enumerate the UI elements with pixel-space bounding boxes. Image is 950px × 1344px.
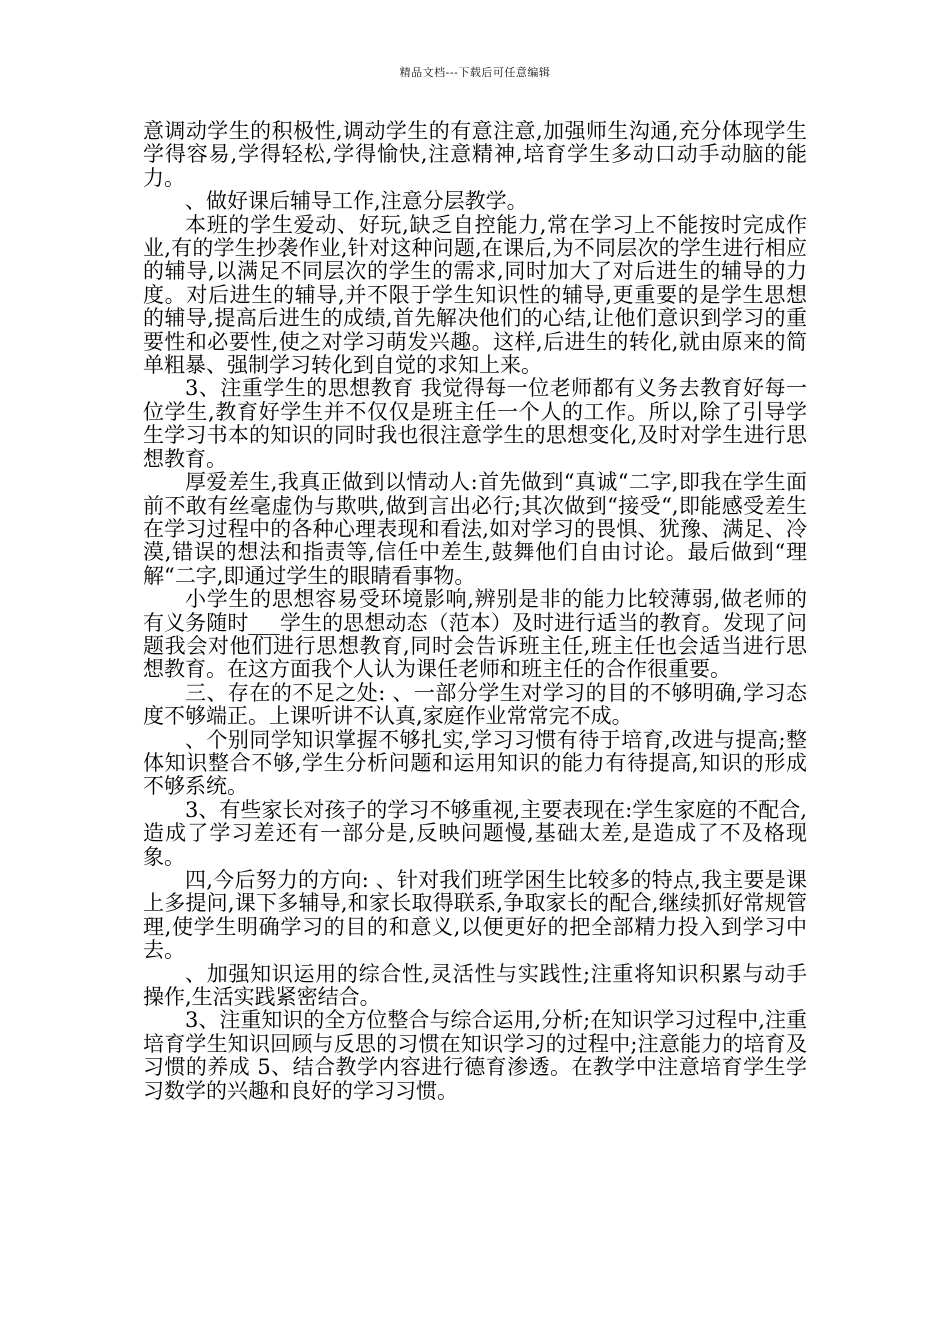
- paragraph-6: 小学生的思想容易受环境影响,辨别是非的能力比较薄弱,做老师的有义务随时___学生的思想动态（范本）及时进行适当的教育。发现了问题我会对他们进行思想教育,同时会告诉班主任,班主任也会适当进行思想教育。在这方面我个人认为课任老师和班主任的合作很重要。: [143, 587, 807, 682]
- paragraph-1: 意调动学生的积极性,调动学生的有意注意,加强师生沟通,充分体现学生学得容易,学得轻松,学得愉快,注意精神,培育学生多动口动手动脑的能力。: [143, 119, 807, 190]
- paragraph-12: 3、注重知识的全方位整合与综合运用,分析;在知识学习过程中,注重培育学生知识回顾与反思的习惯在知识学习的过程中;注意能力的培育及习惯的养成 5、结合教学内容进行德育渗透。在教学中注意培育学生学习数学的兴趣和良好的学习习惯。: [143, 1008, 807, 1103]
- paragraph-10: 四,今后努力的方向: 、针对我们班学困生比较多的特点,我主要是课上多提问,课下多辅导,和家长取得联系,争取家长的配合,继续抓好常规管理,使学生明确学习的目的和意义,以便更好的把全部精力投入到学习中去。: [143, 868, 807, 963]
- paragraph-4: 3、注重学生的思想教育 我觉得每一位老师都有义务去教育好每一位学生,教育好学生并不仅仅是班主任一个人的工作。所以,除了引导学生学习书本的知识的同时我也很注意学生的思想变化,及时对学生进行思想教育。: [143, 376, 807, 471]
- paragraph-5: 厚爱差生,我真正做到以情动人:首先做到“真诚“二字,即我在学生面前不敢有丝毫虚伪与欺哄,做到言出必行;其次做到“接受“,即能感受差生在学习过程中的各种心理表现和看法,如对学习的畏惧、犹豫、满足、冷漠,错误的想法和指责等,信任中差生,鼓舞他们自由讨论。最后做到“理解“二字,即通过学生的眼睛看事物。: [143, 470, 807, 588]
- page-header: 精品文档---下载后可任意编辑: [399, 66, 551, 79]
- paragraph-9: 3、有些家长对孩子的学习不够重视,主要表现在:学生家庭的不配合,造成了学习差还有一部分是,反映问题慢,基础太差,是造成了不及格现象。: [143, 797, 807, 869]
- paragraph-11: 、加强知识运用的综合性,灵活性与实践性;注重将知识积累与动手操作,生活实践紧密结合。: [143, 961, 807, 1010]
- document-body: [143, 120, 807, 1103]
- paragraph-2: 、做好课后辅导工作,注意分层教学。: [185, 189, 528, 214]
- paragraph-7: 三、存在的不足之处: 、一部分学生对学习的目的不够明确,学习态度不够端正。上课听讲不认真,家庭作业常常完不成。: [143, 680, 807, 729]
- paragraph-3: 本班的学生爱动、好玩,缺乏自控能力,常在学习上不能按时完成作业,有的学生抄袭作业,针对这种问题,在课后,为不同层次的学生进行相应的辅导,以满足不同层次的学生的需求,同时加大了对后进生的辅导的力度。对后进生的辅导,并不限于学生知识性的辅导,更重要的是学生思想的辅导,提高后进生的成绩,首先解决他们的心结,让他们意识到学习的重要性和必要性,使之对学习萌发兴趣。这样,后进生的转化,就由原来的简单粗暴、强制学习转化到自觉的求知上来。: [143, 212, 807, 378]
- paragraph-8: 、个别同学知识掌握不够扎实,学习习惯有待于培育,改进与提高;整体知识整合不够,学生分析问题和运用知识的能力有待提高,知识的形成不够系统。: [143, 727, 807, 799]
